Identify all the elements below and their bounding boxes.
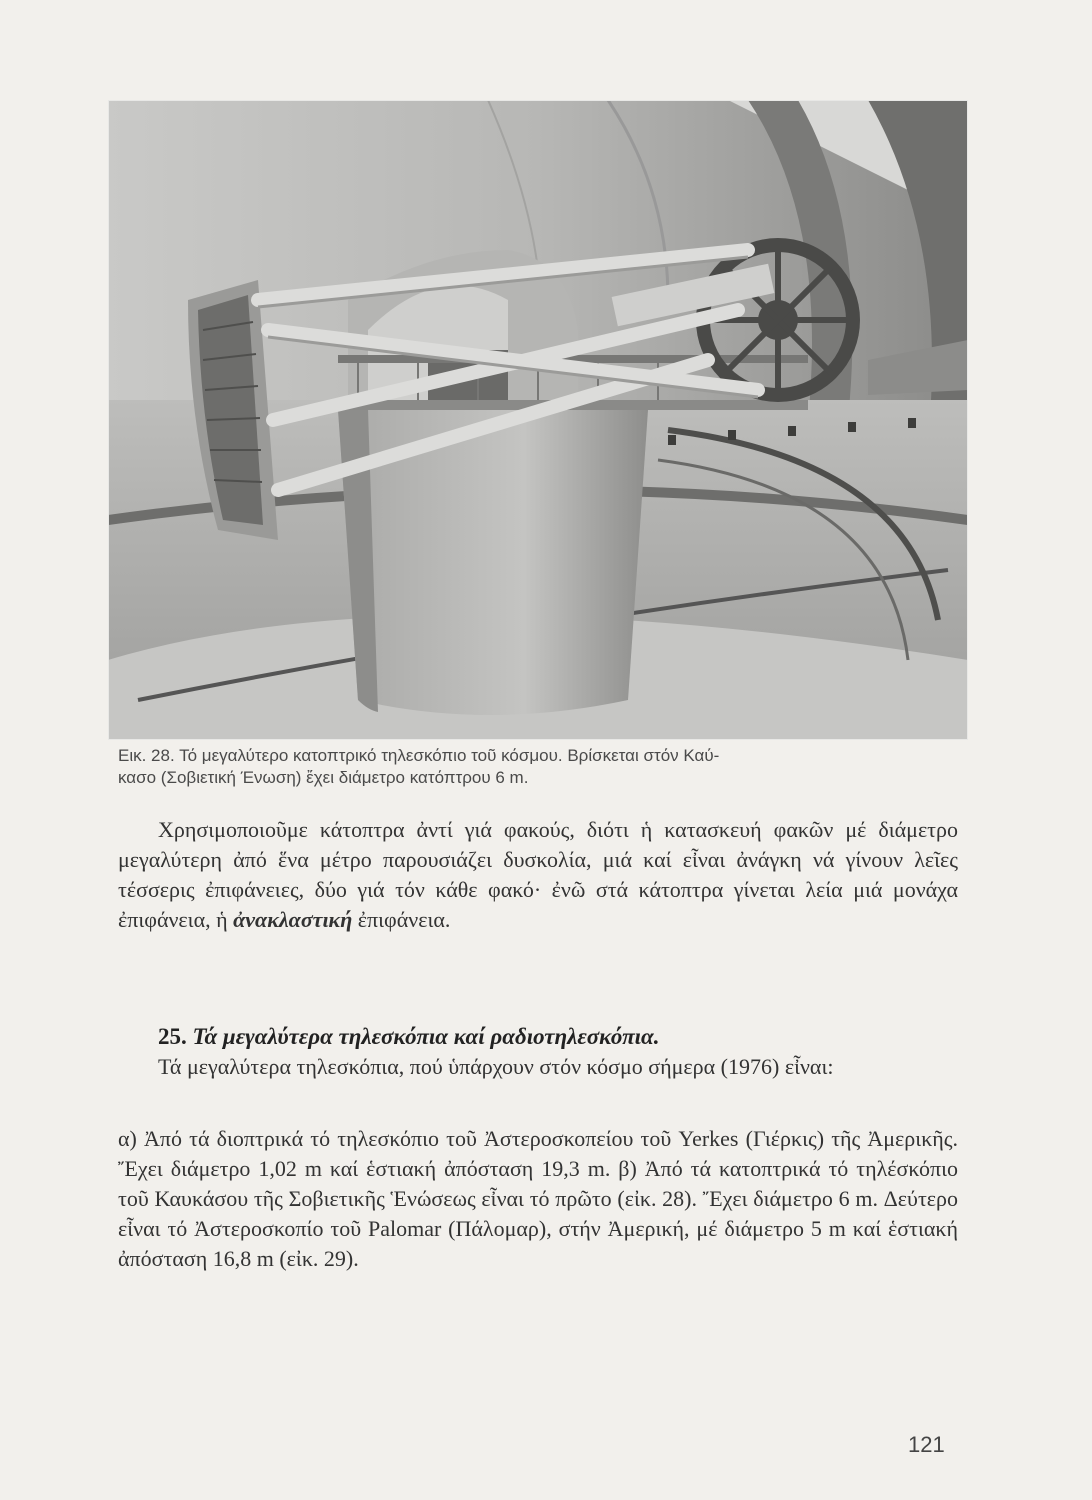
telescope-photo	[108, 100, 968, 740]
paragraph-mirrors-text: Χρησιμοποιοῦμε κάτοπτρα ἀντί γιά φακούς, διότι ἡ κατασκευή φακῶν μέ διάμετρο μεγαλύτερη ἀπό ἕνα μέτρο παρουσιάζει δυσκολία, μιά καί εἶναι ἀνάγκη νά γίνουν λεῖες τέσσερις ἐπιφάνειες, δύο γιά τόν κάθε φακό· ἐνῶ στά κάτοπτρα γίνεται λεία μιά μονάχα ἐπιφάνεια, ἡ	[118, 817, 958, 932]
figure-caption	[118, 745, 963, 789]
caption-line-1: Εικ. 28. Τό μεγαλύτερο κατοπτρικό τηλεσκόπιο τοῦ κόσμου. Βρίσκεται στόν Καύ-	[118, 746, 720, 765]
section-heading	[158, 1022, 958, 1052]
paragraph-mirrors-emphasis: ἀνακλαστική	[233, 907, 353, 932]
caption-line-2: κασο (Σοβιετική Ένωση) ἔχει διάμετρο κατόπτρου 6 m.	[118, 768, 529, 787]
section-number: 25.	[158, 1024, 187, 1049]
telescope-illustration	[108, 100, 968, 740]
paragraph-largest-telescopes: Τά μεγαλύτερα τηλεσκόπια, πού ὑπάρχουν στόν κόσμο σήμερα (1976) εἶναι:	[158, 1054, 834, 1079]
section-title: Τά μεγαλύτερα τηλεσκόπια καί ραδιοτηλεσκόπια.	[192, 1024, 660, 1049]
page-number: 121	[908, 1432, 945, 1457]
paragraph-mirrors-ending: ἐπιφάνεια.	[352, 907, 451, 932]
paragraph-mirrors	[118, 815, 958, 935]
paragraph-telescope-list: α) Ἀπό τά διοπτρικά τό τηλεσκόπιο τοῦ Ἀστεροσκοπείου τοῦ Yerkes (Γιέρκις) τῆς Ἀμερικῆς. Ἔχει διάμετρο 1,02 m καί ἑστιακή ἀπόσταση 19,3 m. β) Ἀπό τά κατοπτρικά τό τηλέσκόπιο τοῦ Καυκάσου τῆς Σοβιετικῆς Ἑνώσεως εἶναι τό πρῶτο (εἰκ. 28). Ἔχει διάμετρο 6 m. Δεύτερο εἶναι τό Ἀστεροσκοπίο τοῦ Palomar (Πάλομαρ), στήν Ἀμερική, μέ διάμετρο 5 m καί ἑστιακή ἀπόσταση 16,8 m (εἰκ. 29).	[118, 1126, 958, 1271]
